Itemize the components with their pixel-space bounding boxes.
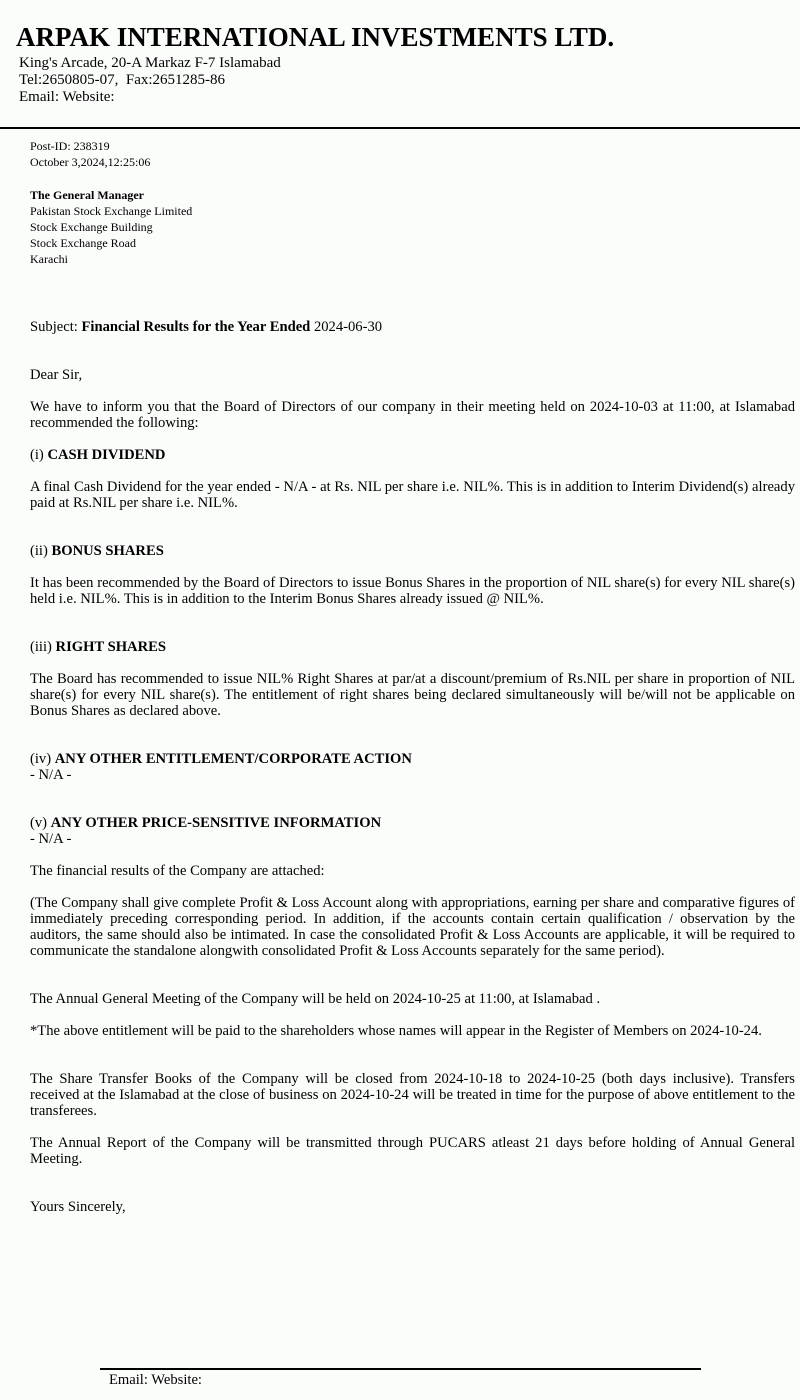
section-number: (iv) [30, 751, 52, 767]
company-address: King's Arcade, 20-A Markaz F-7 Islamabad [19, 55, 281, 71]
company-name: ARPAK INTERNATIONAL INVESTMENTS LTD. [16, 22, 615, 52]
recipient-line: Stock Exchange Road [30, 236, 136, 250]
book-closure-note: The Share Transfer Books of the Company will be closed from 2024-10-18 to 2024-10-25 (both days inclusive). Transfers received at the Islamabad at the close of business on 2024-10-24 will be treated in time for the purpose of above entitlement to the transferees. [30, 1071, 795, 1119]
subject-title: Financial Results for the Year Ended [81, 319, 311, 335]
company-phone: Tel:2650805-07, Fax:2651285-86 [19, 72, 226, 88]
section-text-price-sensitive: - N/A - [30, 831, 72, 847]
subject-label: Subject: [30, 319, 78, 335]
header-divider [0, 127, 800, 129]
section-title: ANY OTHER ENTITLEMENT/CORPORATE ACTION [54, 751, 412, 767]
agm-notice: The Annual General Meeting of the Company will be held on 2024-10-25 at 11:00, at Islamabad . [30, 991, 601, 1007]
section-text-cash-dividend: A final Cash Dividend for the year ended - N/A - at Rs. NIL per share i.e. NIL%. This is in addition to Interim Dividend(s) already paid at Rs.NIL per share i.e. NIL%. [30, 479, 795, 511]
footer-contact: Email: Website: [109, 1372, 202, 1388]
entitlement-note: *The above entitlement will be paid to the shareholders whose names will appear in the Register of Members on 2024-10-24. [30, 1023, 762, 1039]
closing: Yours Sincerely, [30, 1199, 126, 1215]
company-contact: Email: Website: [19, 89, 115, 105]
section-heading-cash-dividend [30, 447, 795, 463]
section-text-right-shares: The Board has recommended to issue NIL% Right Shares at par/at a discount/premium of Rs.NIL per share in proportion of NIL share(s) for every NIL share(s). The entitlement of right shares being declared simultaneously will be/will not be applicable on Bonus Shares as declared above. [30, 671, 795, 719]
section-number: (v) [30, 815, 48, 831]
section-number: (iii) [30, 639, 52, 655]
recipient-line: Karachi [30, 252, 68, 266]
results-attached-note: The financial results of the Company are attached: [30, 863, 325, 879]
recipient-line: Stock Exchange Building [30, 220, 153, 234]
section-title: CASH DIVIDEND [47, 447, 166, 463]
section-heading-other-entitlement [30, 751, 795, 767]
subject-date: 2024-06-30 [313, 319, 383, 335]
subject-line [30, 319, 795, 335]
profit-loss-note: (The Company shall give complete Profit & Loss Account along with appropriations, earning per share and comparative figures of immediately preceding corresponding period. In addition, if the accounts contain certain qualification / observation by the auditors, the same should also be intimated. In case the consolidated Profit & Loss Accounts are applicable, it will be required to communicate the standalone alongwith consolidated Profit & Loss Accounts separately for the same period). [30, 895, 795, 959]
post-id: Post-ID: 238319 [30, 139, 110, 153]
section-text-other-entitlement: - N/A - [30, 767, 72, 783]
recipient-title: The General Manager [30, 188, 144, 202]
intro-paragraph: We have to inform you that the Board of Directors of our company in their meeting held on 2024-10-03 at 11:00, at Islamabad recommended the following: [30, 399, 795, 431]
section-heading-price-sensitive [30, 815, 795, 831]
footer-divider [100, 1368, 701, 1370]
salutation: Dear Sir, [30, 367, 83, 383]
section-title: BONUS SHARES [51, 543, 164, 559]
section-text-bonus-shares: It has been recommended by the Board of Directors to issue Bonus Shares in the proportion of NIL share(s) for every NIL share(s) held i.e. NIL%. This is in addition to the Interim Bonus Shares already issued @ NIL%. [30, 575, 795, 607]
recipient-line: Pakistan Stock Exchange Limited [30, 204, 193, 218]
post-datetime: October 3,2024,12:25:06 [30, 155, 151, 169]
section-heading-right-shares [30, 639, 795, 655]
section-heading-bonus-shares [30, 543, 795, 559]
section-number: (ii) [30, 543, 48, 559]
section-title: ANY OTHER PRICE-SENSITIVE INFORMATION [50, 815, 382, 831]
annual-report-note: The Annual Report of the Company will be transmitted through PUCARS atleast 21 days before holding of Annual General Meeting. [30, 1135, 795, 1167]
section-number: (i) [30, 447, 44, 463]
section-title: RIGHT SHARES [55, 639, 166, 655]
